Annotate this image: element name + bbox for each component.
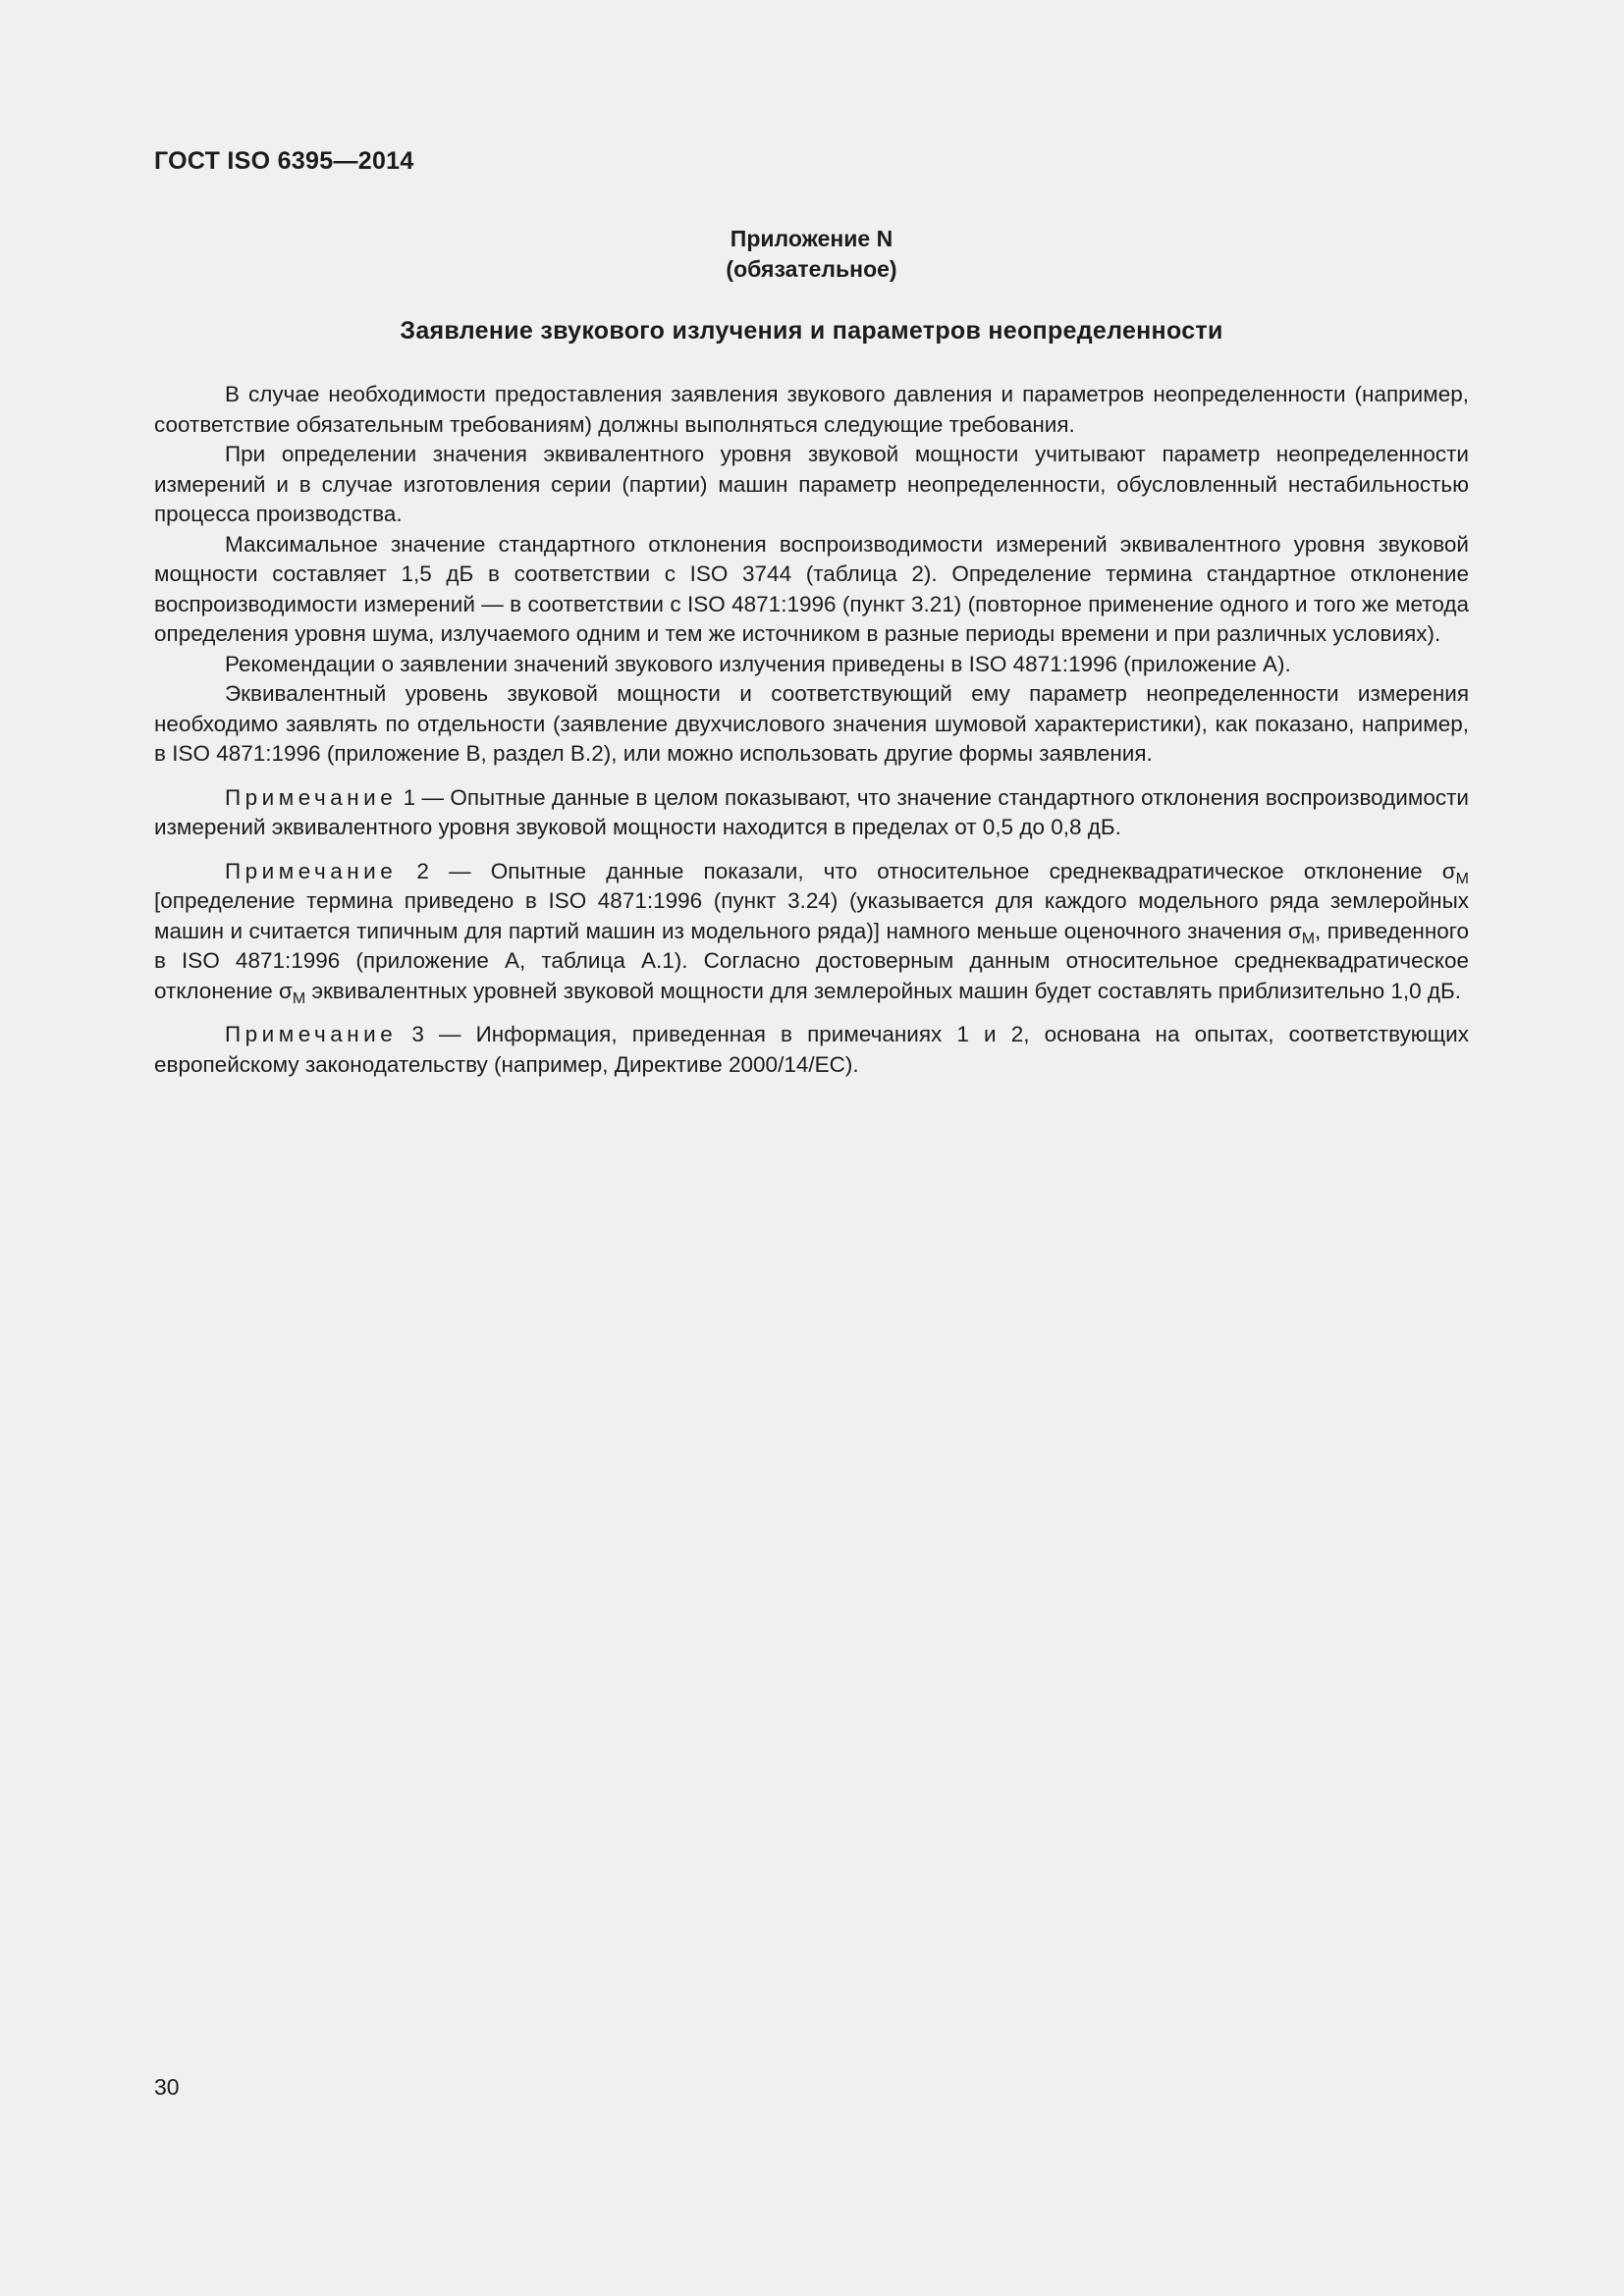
note-number: 1	[403, 784, 416, 810]
note-2	[154, 857, 1469, 1007]
document-header: ГОСТ ISO 6395—2014	[154, 147, 414, 175]
note-label: Примечание	[225, 1022, 398, 1046]
sigma-subscript: M	[1301, 930, 1316, 947]
annex-title-block	[154, 224, 1469, 285]
sigma-symbol: σ	[1441, 858, 1456, 883]
note-text: — Информация, приведенная в примечаниях 1 и 2, основана на опытах, соответствующих европейскому законодательству (например, Директиве 2000/14/EC).	[154, 1022, 1469, 1077]
note-3	[154, 1020, 1469, 1080]
sigma-subscript: M	[292, 989, 306, 1007]
paragraph: Эквивалентный уровень звуковой мощности и соответствующий ему параметр неопределенности измерения необходимо заявлять по отдельности (заявление двухчислового значения шумовой характеристики), как показано, например, в ISO 4871:1996 (приложение B, раздел B.2), или можно использовать другие формы заявления.	[154, 681, 1469, 766]
note-number: 3	[411, 1022, 424, 1046]
note-1	[154, 783, 1469, 843]
sigma-subscript: M	[1455, 870, 1469, 887]
document-page	[154, 0, 1469, 2296]
paragraph: Рекомендации о заявлении значений звукового излучения приведены в ISO 4871:1996 (приложение A).	[225, 651, 1291, 676]
annex-status: (обязательное)	[726, 256, 897, 282]
note-label: Примечание	[225, 784, 398, 810]
sigma-symbol: σ	[279, 978, 293, 1003]
paragraph: Максимальное значение стандартного отклонения воспроизводимости измерений эквивалентного уровня звуковой мощности составляет 1,5 дБ в соответствии с ISO 3744 (таблица 2). Определение термина стандартное отклонение воспроизводимости измерений — в соответствии с ISO 4871:1996 (пункт 3.21) (повторное применение одного и того же метода определения уровня шума, излучаемого одним и тем же источником в разные периоды времени и при различных условиях).	[154, 531, 1469, 646]
note-number: 2	[416, 858, 429, 883]
annex-title: Приложение N	[730, 226, 893, 251]
note-text: эквивалентных уровней звуковой мощности для землеройных машин будет составлять приблизительно 1,0 дБ.	[305, 978, 1462, 1003]
note-text: — Опытные данные в целом показывают, что значение стандартного отклонения воспроизводимости измерений эквивалентного уровня звуковой мощности находится в пределах от 0,5 до 0,8 дБ.	[154, 784, 1469, 839]
note-text: , приведенного в ISO 4871:1996 (приложение A, таблица A.1). Согласно достоверным данным относительное среднеквадратическое отклонение	[154, 918, 1469, 1003]
note-text: — Опытные данные показали, что относительное среднеквадратическое отклонение	[428, 858, 1442, 883]
paragraph: При определении значения эквивалентного уровня звуковой мощности учитывают параметр неопределенности измерений и в случае изготовления серии (партии) машин параметр неопределенности, обусловленный нестабильностью процесса производства.	[154, 442, 1469, 526]
paragraph: В случае необходимости предоставления заявления звукового давления и параметров неопределенности (например, соответствие обязательным требованиям) должны выполняться следующие требования.	[154, 382, 1469, 437]
section-title: Заявление звукового излучения и параметров неопределенности	[400, 317, 1223, 345]
document-body	[154, 380, 1469, 1080]
sigma-symbol: σ	[1287, 918, 1302, 943]
note-label: Примечание	[225, 858, 398, 883]
note-text: [определение термина приведено в ISO 4871:1996 (пункт 3.24) (указывается для каждого модельного ряда землеройных машин и считается типичным для партий машин из модельного ряда)] намного меньше оценочного значения	[154, 888, 1469, 943]
page-number: 30	[154, 2074, 180, 2100]
